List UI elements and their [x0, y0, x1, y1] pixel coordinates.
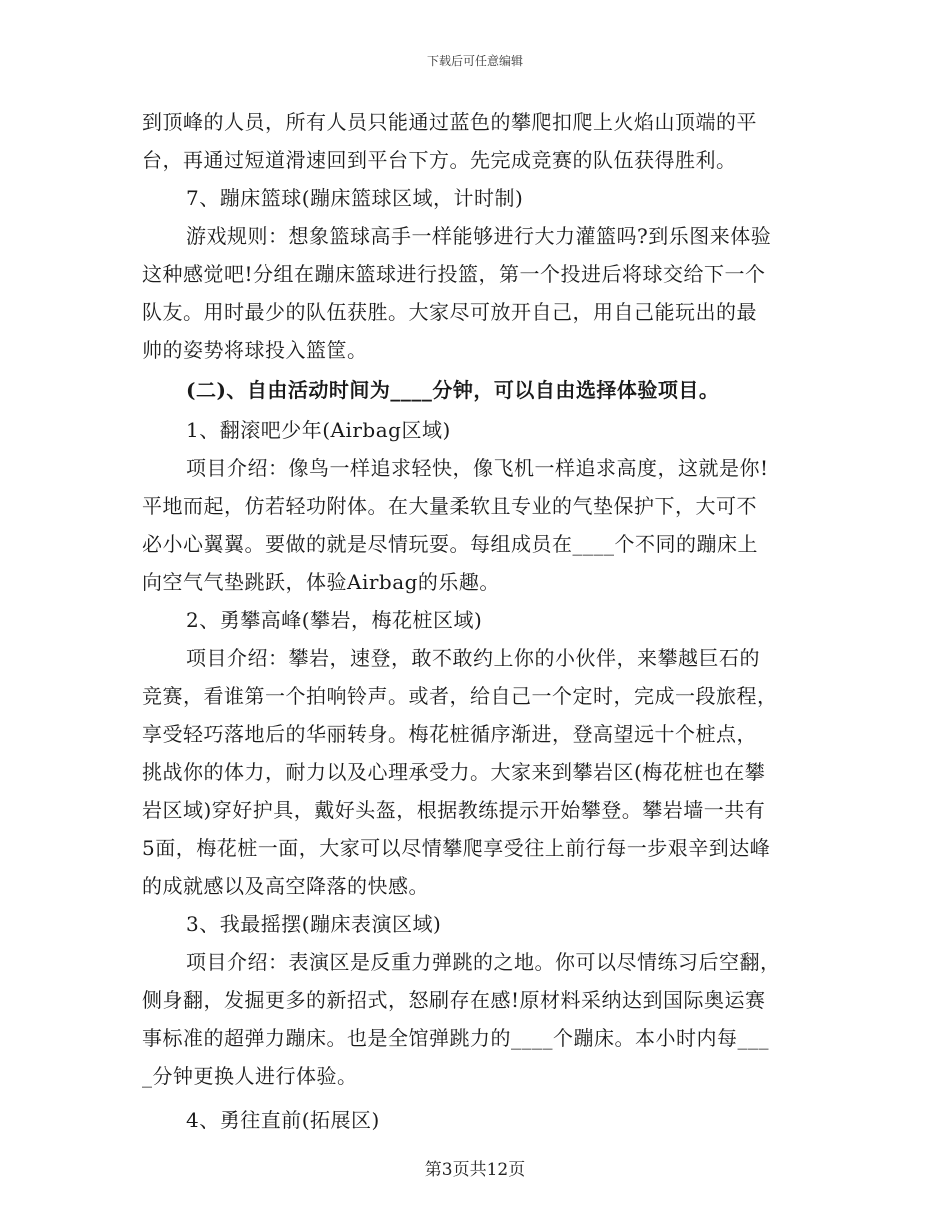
body-line: 竞赛，看谁第一个拍响铃声。或者，给自己一个定时，完成一段旅程， [142, 684, 778, 708]
body-line: 5面，梅花桩一面，大家可以尽情攀爬享受往上前行每一步艰辛到达峰 [142, 836, 771, 860]
body-line: 项目介绍：表演区是反重力弹跳的之地。你可以尽情练习后空翻， [186, 950, 781, 974]
section-heading: 7、蹦床篮球(蹦床篮球区域，计时制) [186, 186, 524, 210]
section-heading: 4、勇往直前(拓展区) [186, 1108, 380, 1132]
document-body [142, 103, 812, 1139]
body-line: 游戏规则：想象篮球高手一样能够进行大力灌篮吗?到乐图来体验 [186, 224, 772, 248]
section-heading: 1、翻滚吧少年(Airbag区域) [186, 418, 451, 442]
body-line: 项目介绍：攀岩，速登，敢不敢约上你的小伙伴，来攀越巨石的 [186, 646, 760, 670]
section-heading: 2、勇攀高峰(攀岩，梅花桩区域) [186, 608, 483, 632]
section-heading: 3、我最摇摆(蹦床表演区域) [186, 912, 442, 936]
body-line: 队友。用时最少的队伍获胜。大家尽可放开自己，用自己能玩出的最 [142, 300, 757, 324]
body-line: 必小心翼翼。要做的就是尽情玩耍。每组成员在____个不同的蹦床上 [142, 532, 758, 556]
body-line: 平地而起，仿若轻功附体。在大量柔软且专业的气垫保护下，大可不 [142, 494, 757, 518]
body-line: 帅的姿势将球投入篮筐。 [142, 338, 368, 362]
major-heading: (二)、自由活动时间为____分钟，可以自由选择体验项目。 [186, 378, 720, 402]
body-line: _分钟更换人进行体验。 [142, 1064, 358, 1088]
body-line: 侧身翻，发掘更多的新招式，怒刷存在感!原材料采纳达到国际奥运赛 [142, 988, 766, 1012]
body-line: 挑战你的体力，耐力以及心理承受力。大家来到攀岩区(梅花桩也在攀 [142, 760, 766, 784]
body-line: 享受轻巧落地后的华丽转身。梅花桩循序渐进，登高望远十个桩点， [142, 722, 757, 746]
body-line: 事标准的超弹力蹦床。也是全馆弹跳力的____个蹦床。本小时内每___ [142, 1026, 769, 1050]
page-header: 下载后可任意编辑 [426, 54, 523, 68]
body-line: 台，再通过短道滑速回到平台下方。先完成竞赛的队伍获得胜利。 [142, 148, 737, 172]
page-footer: 第3页共12页 [424, 1160, 526, 1180]
body-line: 向空气气垫跳跃，体验Airbag的乐趣。 [142, 570, 500, 594]
body-line: 的成就感以及高空降落的快感。 [142, 874, 429, 898]
body-line: 这种感觉吧!分组在蹦床篮球进行投篮，第一个投进后将球交给下一个 [142, 262, 766, 286]
body-line: 项目介绍：像鸟一样追求轻快，像飞机一样追求高度，这就是你! [186, 456, 769, 480]
body-line: 岩区域)穿好护具，戴好头盔，根据教练提示开始攀登。攀岩墙一共有 [142, 798, 766, 822]
body-line: 到顶峰的人员，所有人员只能通过蓝色的攀爬扣爬上火焰山顶端的平 [142, 110, 757, 134]
